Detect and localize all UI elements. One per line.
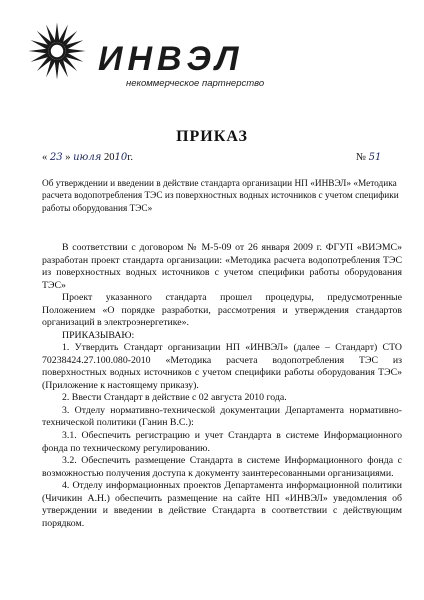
paragraph: 3.2. Обеспечить размещение Стандарта в системе Информационного фонда с возможностью получения доступа к документу заинтересованными организациями. [42,455,402,479]
paragraph: ПРИКАЗЫВАЮ: [62,329,135,341]
paragraph: 2. Ввести Стандарт в действие с 02 августа 2010 года. [62,392,287,404]
date-month: июля [73,152,102,163]
document-title: ПРИКАЗ [176,128,248,145]
order-subject: Об утверждении и введении в действие стандарта организации НП «ИНВЭЛ» «Методика расчета водопотребления ТЭС из поверхностных водных источников с учетом специфики работы оборудования ТЭС» [42,179,399,214]
logo-name: ИНВЭЛ [98,40,244,78]
paragraph: Проект указанного стандарта прошел процедуры, предусмотренные Положением «О порядке разработки, рассмотрения и утверждения стандартов организаций в электроэнергетике». [42,292,402,329]
date-close-quote: » [65,152,71,163]
order-number [356,152,381,163]
logo-subtitle: некоммерческое партнерство [126,78,265,89]
date-year-end: г. [127,152,133,163]
date-day: 23 [49,152,63,163]
paragraph: 3.1. Обеспечить регистрацию и учет Стандарта в системе Информационного фонда по техническому регулированию. [42,429,402,454]
paragraph: 3. Отделу нормативно-технической документации Департамента нормативно-технической политики (Ганин В.С.): [42,404,402,429]
date-open-quote: « [42,152,48,163]
date-year-suffix: 10 [114,152,128,163]
paragraph: В соответствии с договором № М-5-09 от 26 января 2009 г. ФГУП «ВИЭМС» разработан проект стандарта организации: «Методика расчета водопотребления ТЭС из поверхностных водных источников с учетом специфики работы оборудования ТЭС» [42,242,402,291]
number-label: № [356,152,367,163]
order-date [42,152,133,163]
paragraph: 1. Утвердить Стандарт организации НП «ИНВЭЛ» (далее – Стандарт) СТО 70238424.27.100.080-2010 «Методика расчета водопотребления ТЭС из поверхностных водных источников с учетом специфики работы оборудования ТЭС» (Приложение к настоящему приказу). [42,342,402,391]
paragraph: 4. Отделу информационных проектов Департамента информационной политики (Чичикин А.Н.) обеспечить размещение на сайте НП «ИНВЭЛ» уведомления об утверждении и введении в действие Стандарта в соответствии с действующим порядком. [42,480,402,529]
sun-logo-icon [26,20,88,82]
number-value: 51 [368,152,382,163]
order-body [42,242,402,530]
date-year-prefix: 20 [103,152,115,163]
